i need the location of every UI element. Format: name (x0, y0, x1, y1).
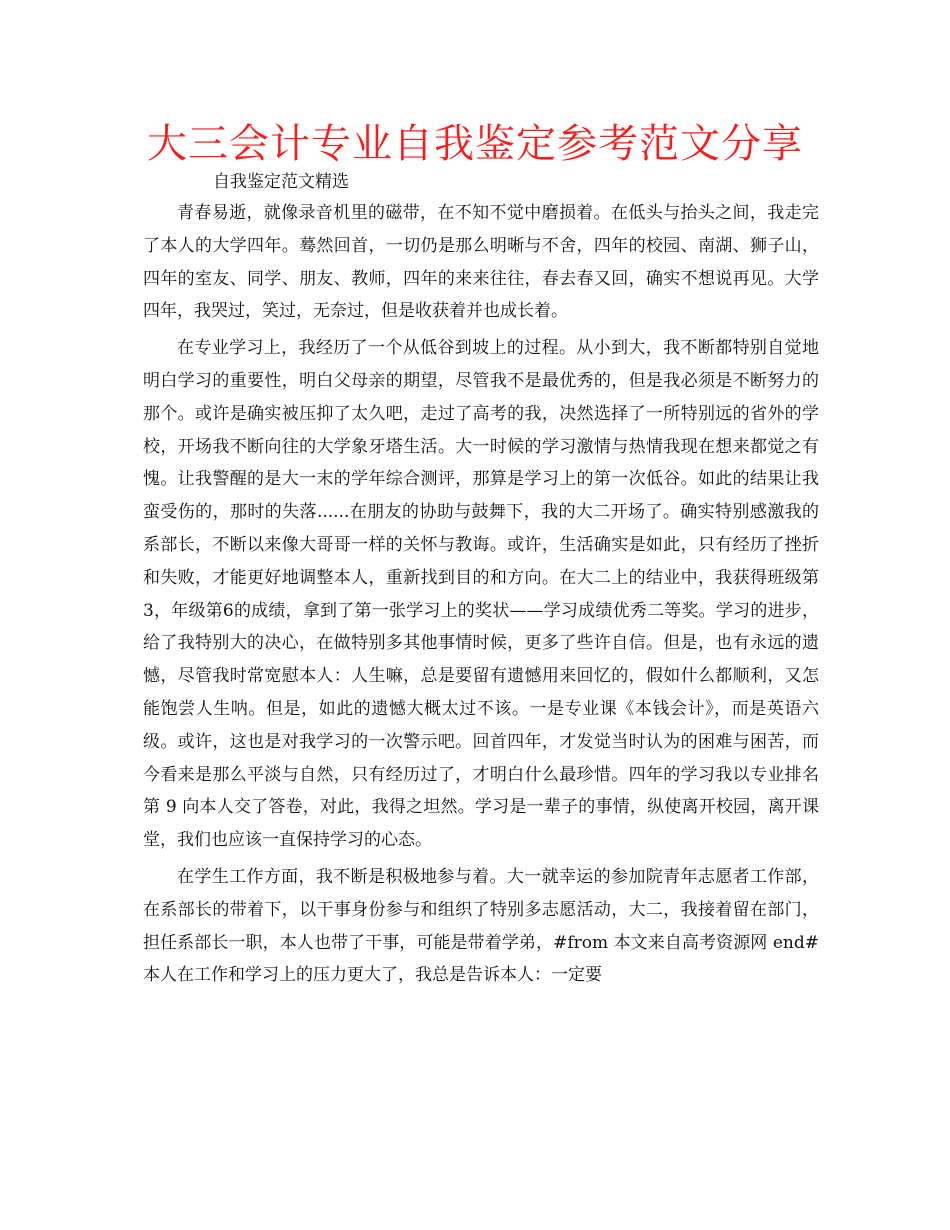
paragraph: 青春易逝，就像录音机里的磁带，在不知不觉中磨损着。在低头与抬头之间，我走完了本人的大学四年。蓦然回首，一切仍是那么明晰与不舍，四年的校园、南湖、狮子山，四年的室友、同学、朋友、教师，四年的来来往往，春去春又回，确实不想说再见。大学四年，我哭过，笑过，无奈过，但是收获着并也成长着。 (143, 203, 819, 322)
document-body (143, 197, 819, 996)
document-title: 大三会计专业自我鉴定参考范文分享 (147, 121, 803, 167)
paragraph: 在专业学习上，我经历了一个从低谷到坡上的过程。从小到大，我不断都特别自觉地明白学习的重要性，明白父母亲的期望，尽管我不是最优秀的，但是我必须是不断努力的那个。或许是确实被压抑了太久吧，走过了高考的我，决然选择了一所特别远的省外的学校，开场我不断向往的大学象牙塔生活。大一时候的学习激情与热情我现在想来都觉之有愧。让我警醒的是大一末的学年综合测评，那算是学习上的第一次低谷。如此的结果让我蛮受伤的，那时的失落......在朋友的协助与鼓舞下，我的大二开场了。确实特别感激我的系部长，不断以来像大哥哥一样的关怀与教诲。或许，生活确实是如此，只有经历了挫折和失败，才能更好地调整本人，重新找到目的和方向。在大二上的结业中，我获得班级第 3，年级第6的成绩，拿到了第一张学习上的奖状——学习成绩优秀二等奖。学习的进步，给了我特别大的决心，在做特别多其他事情时候，更多了些许自信。但是，也有永远的遗憾，尽管我时常宽慰本人：人生嘛，总是要留有遗憾用来回忆的，假如什么都顺利，又怎能饱尝人生呐。但是，如此的遗憾大概太过不该。一是专业课《本钱会计》，而是英语六级。或许，这也是对我学习的一次警示吧。回首四年，才发觉当时认为的困难与困苦，而今看来是那么平淡与自然，只有经历过了，才明白什么最珍惜。四年的学习我以专业排名第 9 向本人交了答卷，对此，我得之坦然。学习是一辈子的事情，纵使离开校园，离开课堂，我们也应该一直保持学习的心态。 (143, 338, 819, 851)
paragraph: 在学生工作方面，我不断是积极地参与着。大一就幸运的参加院青年志愿者工作部，在系部长的带着下，以干事身份参与和组织了特别多志愿活动，大二，我接着留在部门，担任系部长一职，本人也带了干事，可能是带着学弟，#from 本文来自高考资源网 end#本人在工作和学习上的压力更大了，我总是告诉本人：一定要 (143, 866, 819, 986)
document-subtitle: 自我鉴定范文精选 (213, 172, 349, 192)
